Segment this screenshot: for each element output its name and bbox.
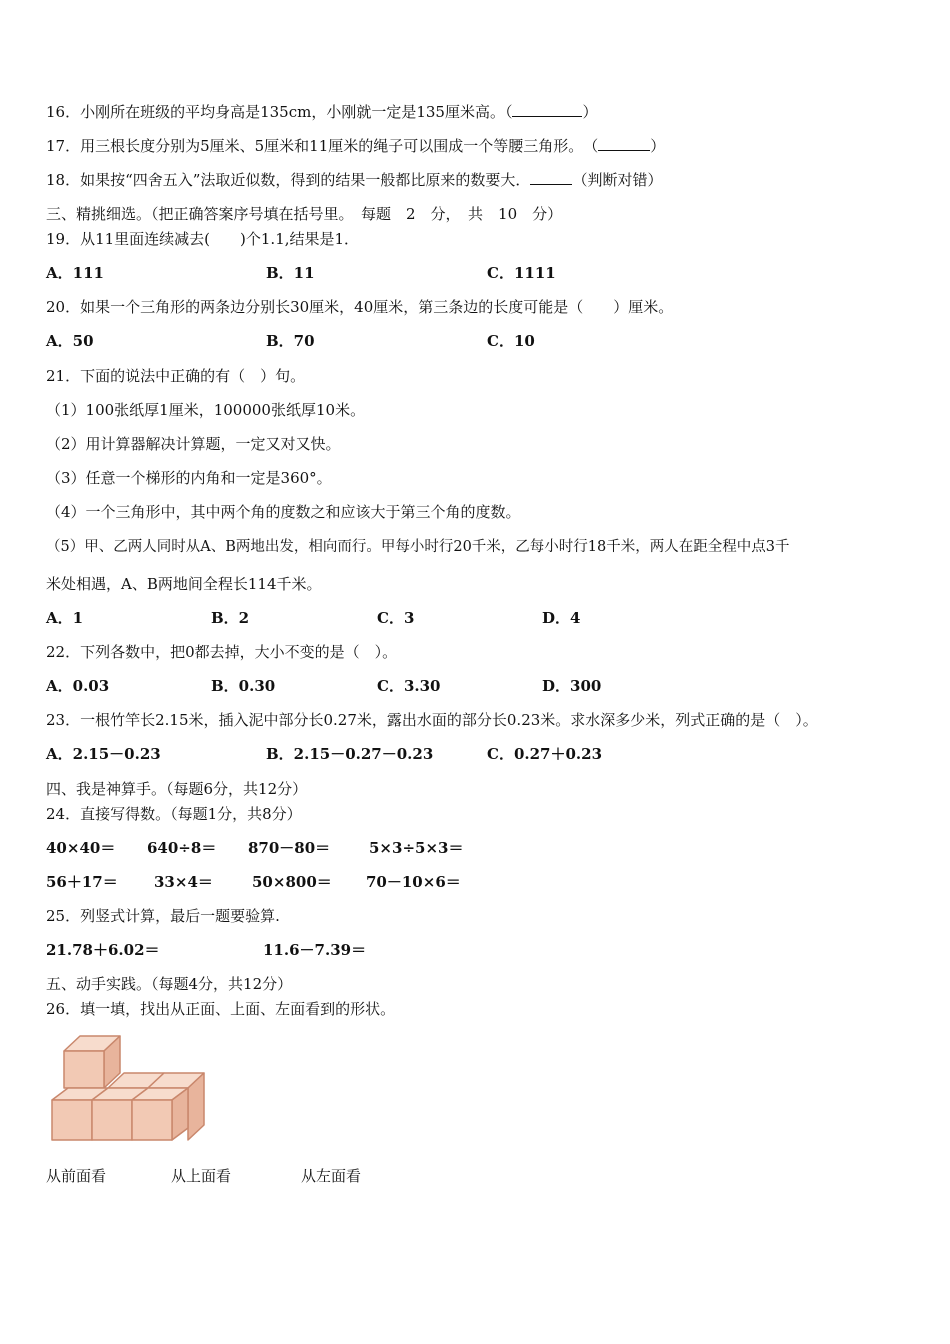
q21-statement-2: （2）用计算器解决计算题，一定又对又快。: [46, 435, 341, 453]
q22-option-b[interactable]: B．0.30: [211, 677, 276, 695]
q24-item-2: 640÷8＝: [147, 839, 217, 857]
cube-stack-svg: [46, 1030, 206, 1145]
q24-text: 24．直接写得数。（每题1分，共8分）: [46, 805, 302, 823]
q21-text: 21．下面的说法中正确的有（ ）句。: [46, 367, 306, 385]
q17-answer-blank[interactable]: [598, 136, 650, 151]
q17-line: [46, 136, 665, 156]
q19-option-c[interactable]: C．1111: [487, 264, 556, 282]
q18-tail: （判断对错）: [572, 171, 663, 189]
q17-text: 17．用三根长度分别为5厘米、5厘米和11厘米的绳子可以围成一个等腰三角形。 （: [46, 137, 599, 155]
q24-item-1: 40×40＝: [46, 839, 116, 857]
q21-option-c[interactable]: C．3: [377, 609, 415, 627]
q18-answer-blank[interactable]: [530, 170, 572, 185]
q24-item-4: 5×3÷5×3＝: [369, 839, 464, 857]
cube-stack-figure: [46, 1030, 206, 1149]
q25-item-2: 11.6－7.39＝: [263, 941, 367, 959]
q26-text: 26．填一填，找出从正面、上面、左面看到的形状。: [46, 1000, 396, 1018]
q19-option-b[interactable]: B．11: [266, 264, 315, 282]
q21-option-d[interactable]: D．4: [542, 609, 581, 627]
q22-text: 22．下列各数中，把0都去掉，大小不变的是（ ）。: [46, 643, 398, 661]
section-5-heading: 五、动手实践。（每题4分，共12分）: [46, 975, 293, 993]
q25-item-1: 21.78＋6.02＝: [46, 941, 160, 959]
q19-option-a[interactable]: A．111: [46, 264, 104, 282]
q19-text: 19．从11里面连续减去( )个1.1,结果是1．: [46, 230, 360, 248]
q20-option-b[interactable]: B．70: [266, 332, 315, 350]
q16-answer-blank[interactable]: [512, 102, 582, 117]
q23-option-b[interactable]: B．2.15－0.27－0.23: [266, 745, 434, 763]
view-left-label: 从左面看: [301, 1167, 362, 1185]
q21-option-b[interactable]: B．2: [211, 609, 250, 627]
q24-item-7: 50×800＝: [252, 873, 332, 891]
section-4-heading: 四、我是神算手。（每题6分，共12分）: [46, 780, 308, 798]
q23-option-c[interactable]: C．0.27＋0.23: [487, 745, 603, 763]
view-top-label: 从上面看: [171, 1167, 232, 1185]
view-front-label: 从前面看: [46, 1167, 107, 1185]
q16-text: 16．小刚所在班级的平均身高是135cm，小刚就一定是135厘米高。（: [46, 103, 513, 121]
q24-item-8: 70－10×6＝: [366, 873, 461, 891]
q22-option-c[interactable]: C．3.30: [377, 677, 441, 695]
q24-item-6: 33×4＝: [154, 873, 213, 891]
q18-line: [46, 170, 662, 190]
q21-statement-5a: （5）甲、乙两人同时从A、B两地出发，相向而行。甲每小时行20千米，乙每小时行18千米，两人在距全程中点3千: [46, 539, 790, 555]
q23-text: 23．一根竹竿长2.15米，插入泥中部分长0.27米，露出水面的部分长0.23米。求水深多少米，列式正确的是（ ）。: [46, 711, 818, 729]
q16-close: ）: [582, 103, 598, 121]
q21-statement-4: （4）一个三角形中，其中两个角的度数之和应该大于第三个角的度数。: [46, 503, 521, 521]
q18-text: 18．如果按“四舍五入”法取近似数，得到的结果一般都比原来的数要大．: [46, 171, 531, 189]
q22-option-d[interactable]: D．300: [542, 677, 602, 695]
q20-option-c[interactable]: C．10: [487, 332, 535, 350]
q21-option-a[interactable]: A．1: [46, 609, 84, 627]
q21-statement-3: （3）任意一个梯形的内角和一定是360°。: [46, 469, 332, 487]
q17-close: ）: [650, 137, 666, 155]
q23-option-a[interactable]: A．2.15－0.23: [46, 745, 161, 763]
q20-option-a[interactable]: A．50: [46, 332, 94, 350]
q22-option-a[interactable]: A．0.03: [46, 677, 110, 695]
q20-text: 20．如果一个三角形的两条边分别长30厘米，40厘米，第三条边的长度可能是（ ）厘米。: [46, 298, 674, 316]
q21-statement-1: （1）100张纸厚1厘米，100000张纸厚10米。: [46, 401, 366, 419]
q16-line: [46, 102, 598, 122]
q21-statement-5b: 米处相遇，A、B两地间全程长114千米。: [46, 575, 322, 593]
section-3-heading: 三、精挑细选。（把正确答案序号填在括号里。 每题 2 分， 共 10 分）: [46, 205, 563, 223]
q24-item-5: 56＋17＝: [46, 873, 118, 891]
q24-item-3: 870－80＝: [248, 839, 331, 857]
q25-text: 25．列竖式计算，最后一题要验算.: [46, 907, 280, 925]
